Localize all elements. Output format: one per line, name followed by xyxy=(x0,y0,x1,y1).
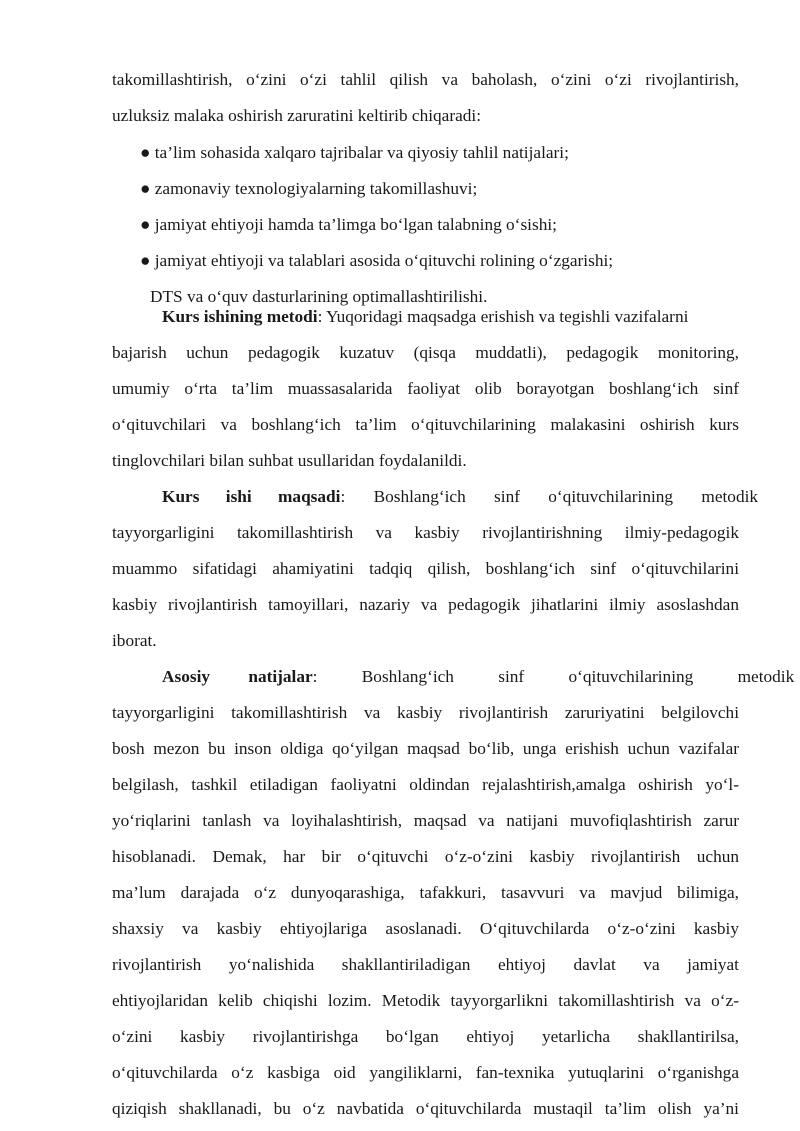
text-line: yo‘riqlarini tanlash va loyihalashtirish, maqsad va natijani muvofiqlashtirish zarur xyxy=(112,811,739,830)
text-line: shaxsiy va kasbiy ehtiyojlariga asoslanadi. O‘qituvchilarda o‘z-o‘zini kasbiy xyxy=(112,919,739,938)
text-line: tayyorgarligini takomillashtirish va kasbiy rivojlantirish zaruriyatini belgilovchi xyxy=(112,703,739,722)
section-label-method: Kurs ishining metodi xyxy=(162,307,318,326)
text-line: belgilash, tashkil etiladigan faoliyatni oldindan rejalashtirish,amalga oshirish yo‘l- xyxy=(112,775,739,794)
text-line: DTS va o‘quv dasturlarining optimallashtirilishi. xyxy=(150,287,488,306)
text-line: hisoblanadi. Demak, har bir o‘qituvchi o‘z-o‘zini kasbiy rivojlantirish uchun xyxy=(112,847,739,866)
bullet-item: ● jamiyat ehtiyoji hamda ta’limga bo‘lgan talabning o‘sishi; xyxy=(140,215,557,234)
text-line: qiziqish shakllanadi, bu o‘z navbatida o‘qituvchilarda mustaqil ta’lim olish ya’ni xyxy=(112,1099,739,1118)
text-line: ma’lum darajada o‘z dunyoqarashiga, tafakkuri, tasavvuri va mavjud bilimiga, xyxy=(112,883,739,902)
text-line: takomillashtirish, o‘zini o‘zi tahlil qilish va baholash, o‘zini o‘zi rivojlantirish, xyxy=(112,70,739,89)
bullet-item: ● jamiyat ehtiyoji va talablari asosida o‘qituvchi rolining o‘zgarishi; xyxy=(140,251,614,270)
text-line: tinglovchilari bilan suhbat usullaridan foydalanildi. xyxy=(112,451,467,470)
text-line: bosh mezon bu inson oldiga qo‘yilgan maqsad bo‘lib, unga erishish uchun vazifalar xyxy=(112,739,739,758)
bullet-item: ● zamonaviy texnologiyalarning takomillashuvi; xyxy=(140,179,478,198)
text-line: umumiy o‘rta ta’lim muassasalarida faoliyat olib borayotgan boshlang‘ich sinf xyxy=(112,379,739,398)
text-line: rivojlantirish yo‘nalishida shakllantiriladigan ehtiyoj davlat va jamiyat xyxy=(112,955,739,974)
section-label-results: Asosiy natijalar xyxy=(162,667,313,686)
section-label-goal: Kurs ishi maqsadi xyxy=(162,487,341,506)
text-line: tayyorgarligini takomillashtirish va kasbiy rivojlantirishning ilmiy-pedagogik xyxy=(112,523,739,542)
text-line: muammo sifatidagi ahamiyatini tadqiq qilish, boshlang‘ich sinf o‘qituvchilarini xyxy=(112,559,739,578)
paragraph-heading-line xyxy=(162,305,739,329)
text-line: o‘qituvchilari va boshlang‘ich ta’lim o‘qituvchilarining malakasini oshirish kurs xyxy=(112,415,739,434)
text-span: : Boshlang‘ich sinf o‘qituvchilarining metodik xyxy=(340,487,759,506)
bullet-item: ● ta’lim sohasida xalqaro tajribalar va qiyosiy tahlil natijalari; xyxy=(140,143,569,162)
text-span: : Boshlang‘ich sinf o‘qituvchilarining metodik xyxy=(312,667,795,686)
text-line: kasbiy rivojlantirish tamoyillari, nazariy va pedagogik jihatlarini ilmiy asoslashdan xyxy=(112,595,739,614)
text-line: o‘qituvchilarda o‘z kasbiga oid yangiliklarni, fan-texnika yutuqlarini o‘rganishga xyxy=(112,1063,739,1082)
paragraph-heading-line xyxy=(162,665,795,689)
paragraph-heading-line xyxy=(162,485,759,509)
text-line: bajarish uchun pedagogik kuzatuv (qisqa muddatli), pedagogik monitoring, xyxy=(112,343,739,362)
text-line: uzluksiz malaka oshirish zaruratini keltirib chiqaradi: xyxy=(112,106,482,125)
text-line: o‘zini kasbiy rivojlantirishga bo‘lgan ehtiyoj yetarlicha shakllantirilsa, xyxy=(112,1027,739,1046)
text-line: iborat. xyxy=(112,631,157,650)
text-line: ehtiyojlaridan kelib chiqishi lozim. Metodik tayyorgarlikni takomillashtirish va o‘z- xyxy=(112,991,739,1010)
text-span: : Yuqoridagi maqsadga erishish va tegishli vazifalarni xyxy=(317,307,689,326)
